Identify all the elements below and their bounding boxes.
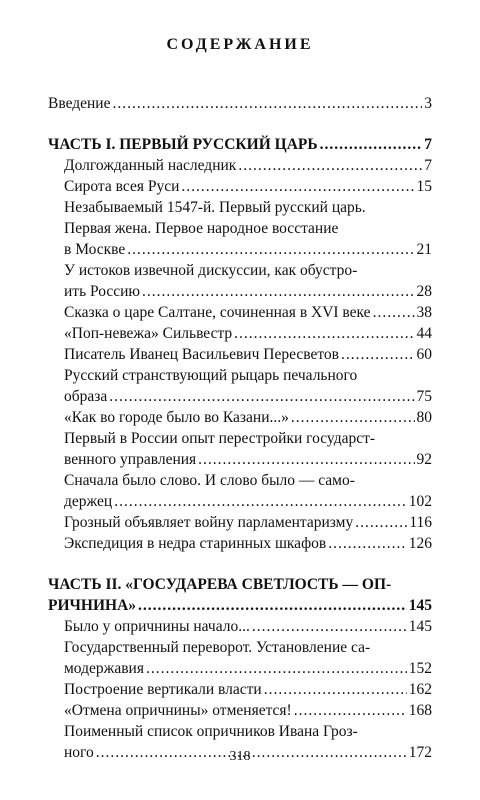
toc-page-number: 3 bbox=[424, 95, 432, 112]
toc-entry[interactable] bbox=[48, 637, 432, 679]
toc-page-number: 15 bbox=[416, 178, 432, 195]
toc-entry[interactable] bbox=[48, 512, 432, 533]
toc-entry[interactable] bbox=[48, 679, 432, 700]
toc-page-number: 80 bbox=[416, 409, 432, 426]
toc-entry[interactable] bbox=[48, 260, 432, 302]
toc-page-number: 116 bbox=[409, 514, 432, 531]
toc-entry-label-line: «Как во городе было во Казани...» bbox=[64, 409, 289, 426]
toc-entry[interactable] bbox=[48, 197, 432, 260]
toc-part-1-heading[interactable] bbox=[48, 134, 432, 155]
toc-page-number: 44 bbox=[416, 325, 432, 342]
dot-leader bbox=[142, 281, 414, 302]
toc-page-number: 21 bbox=[416, 241, 432, 258]
toc-entry-label-line: ить Россию bbox=[64, 283, 141, 300]
toc-entry[interactable] bbox=[48, 344, 432, 365]
dot-leader bbox=[234, 323, 414, 344]
dot-leader bbox=[146, 658, 407, 679]
toc-entry-label-line: Было у опричнины начало... bbox=[64, 618, 250, 635]
dot-leader bbox=[252, 616, 407, 637]
dot-leader bbox=[291, 407, 415, 428]
toc-page-number: 126 bbox=[408, 535, 432, 552]
toc-entry-label-line: Построение вертикали власти bbox=[64, 681, 262, 698]
toc-entry-label-line: Долгожданный наследник bbox=[64, 157, 237, 174]
toc-part-label: ЧАСТЬ I. ПЕРВЫЙ РУССКИЙ ЦАРЬ bbox=[48, 136, 318, 153]
toc-page-number: 7 bbox=[424, 136, 432, 153]
toc-entry-label-line: Поименный список опричников Ивана Гроз- bbox=[64, 723, 358, 740]
toc-entry[interactable] bbox=[48, 470, 432, 512]
toc-entry-label-line: образа bbox=[64, 388, 108, 405]
toc-entry-label-line: «Отмена опричнины» отменяется! bbox=[64, 702, 292, 719]
toc-entry-label-line: «Поп-невежа» Сильвестр bbox=[64, 325, 233, 342]
toc-entry[interactable] bbox=[48, 533, 432, 554]
toc-entry[interactable] bbox=[48, 407, 432, 428]
toc-entry-label-line: венного управления bbox=[64, 451, 197, 468]
toc-page-number: 172 bbox=[408, 744, 432, 761]
toc-part-label-line: РИЧНИНА» bbox=[48, 597, 137, 614]
toc-page-number: 145 bbox=[408, 597, 432, 614]
page-number: 318 bbox=[229, 749, 251, 764]
toc-entry[interactable] bbox=[48, 155, 432, 176]
toc-page-number: 38 bbox=[416, 304, 432, 321]
dot-leader bbox=[264, 679, 407, 700]
toc-part-label-line: ЧАСТЬ II. «ГОСУДАРЕВА СВЕТЛОСТЬ — ОП- bbox=[48, 576, 392, 593]
toc-entry[interactable] bbox=[48, 700, 432, 721]
toc-entry-label-line: ного bbox=[64, 744, 94, 761]
toc-entry-label-line: Писатель Иванец Васильевич Пересветов bbox=[64, 346, 339, 363]
toc-entry[interactable] bbox=[48, 302, 432, 323]
toc-entry-label-line: Экспедиция в недра старинных шкафов bbox=[64, 535, 327, 552]
toc-page-number: 92 bbox=[416, 451, 432, 468]
toc-entry-intro[interactable] bbox=[48, 93, 432, 114]
toc-page-number: 28 bbox=[416, 283, 432, 300]
toc-part-1-list bbox=[48, 155, 432, 554]
dot-leader bbox=[138, 595, 407, 616]
dot-leader bbox=[373, 302, 415, 323]
dot-leader bbox=[238, 155, 422, 176]
toc-page-number: 152 bbox=[408, 660, 432, 677]
toc-entry-label-line: Первый в России опыт перестройки государст- bbox=[64, 430, 376, 447]
toc-title: СОДЕРЖАНИЕ bbox=[166, 36, 314, 53]
toc-page-number: 75 bbox=[416, 388, 432, 405]
toc-page-number: 60 bbox=[416, 346, 432, 363]
dot-leader bbox=[341, 344, 415, 365]
dot-leader bbox=[355, 512, 407, 533]
toc-entry-label-line: У истоков извечной дискуссии, как обустро- bbox=[64, 262, 358, 279]
toc-entry[interactable] bbox=[48, 176, 432, 197]
dot-leader bbox=[127, 239, 414, 260]
dot-leader bbox=[181, 176, 414, 197]
toc-entry-label-line: Сирота всея Руси bbox=[64, 178, 180, 195]
toc-entry-label-line: Незабываемый 1547-й. Первый русский царь. bbox=[64, 199, 366, 216]
toc-entry-label-line: модержавия bbox=[64, 660, 144, 677]
dot-leader bbox=[320, 134, 423, 155]
toc-entry-label-line: Первая жена. Первое народное восстание bbox=[64, 220, 339, 237]
table-of-contents bbox=[48, 93, 432, 763]
toc-entry[interactable] bbox=[48, 323, 432, 344]
toc-page-number: 145 bbox=[408, 618, 432, 635]
toc-entry-label-line: Грозный объявляет войну парламентаризму bbox=[64, 514, 354, 531]
toc-part-2-list bbox=[48, 616, 432, 763]
dot-leader bbox=[109, 386, 414, 407]
toc-part-2-heading[interactable] bbox=[48, 574, 432, 616]
toc-entry-label-line: Государственный переворот. Установление са- bbox=[64, 639, 371, 656]
toc-entry-label: Введение bbox=[48, 95, 111, 112]
toc-entry-label-line: держец bbox=[64, 493, 113, 510]
toc-entry[interactable] bbox=[48, 428, 432, 470]
dot-leader bbox=[112, 93, 422, 114]
dot-leader bbox=[294, 700, 407, 721]
toc-entry-label-line: Сначала было слово. И слово было — само- bbox=[64, 472, 355, 489]
dot-leader bbox=[328, 533, 407, 554]
toc-entry-label-line: в Москве bbox=[64, 241, 126, 258]
toc-page-number: 168 bbox=[408, 702, 432, 719]
toc-entry-label-line: Русский странствующий рыцарь печального bbox=[64, 367, 358, 384]
toc-page-number: 102 bbox=[408, 493, 432, 510]
dot-leader bbox=[198, 449, 414, 470]
toc-entry-label-line: Сказка о царе Салтане, сочиненная в XVI веке bbox=[64, 304, 371, 321]
toc-page-number: 7 bbox=[424, 157, 432, 174]
toc-entry[interactable] bbox=[48, 365, 432, 407]
toc-entry[interactable] bbox=[48, 616, 432, 637]
toc-page-number: 162 bbox=[408, 681, 432, 698]
dot-leader bbox=[114, 491, 407, 512]
